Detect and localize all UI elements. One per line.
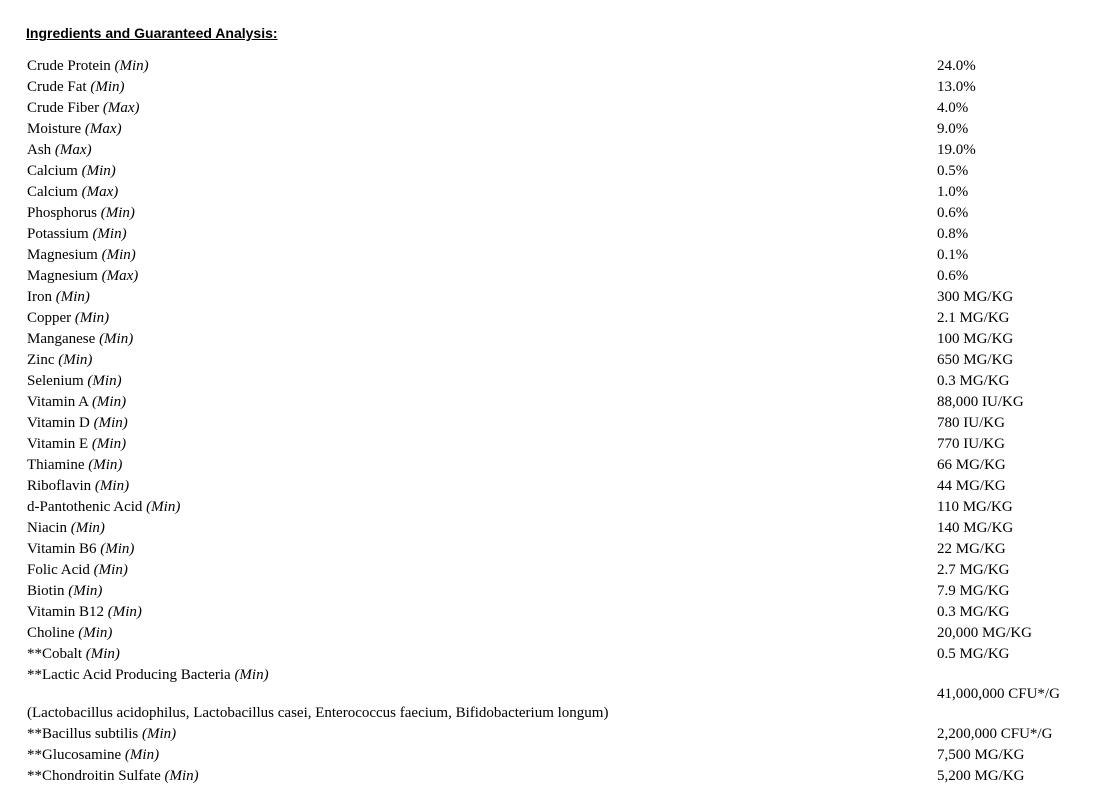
analysis-label [27, 476, 129, 497]
analysis-name: Vitamin E [27, 436, 89, 452]
analysis-label [27, 623, 112, 644]
analysis-row [0, 119, 1107, 140]
analysis-name: **Glucosamine [27, 747, 122, 763]
analysis-name: **Lactic Acid Producing Bacteria [27, 667, 231, 683]
analysis-value: 0.3 MG/KG [937, 604, 1010, 620]
analysis-value: 1.0% [937, 184, 969, 200]
analysis-name: **Cobalt [27, 646, 82, 662]
bacteria-strains-note: (Lactobacillus acidophilus, Lactobacillus casei, Enterococcus faecium, Bifidobacterium longum) [27, 705, 609, 721]
analysis-qualifier: (Min) [74, 310, 110, 326]
analysis-row [0, 245, 1107, 266]
analysis-label [27, 455, 122, 476]
analysis-name: Riboflavin [27, 478, 92, 494]
analysis-row [0, 560, 1107, 581]
analysis-label [27, 560, 128, 581]
analysis-label [27, 98, 139, 119]
analysis-row [0, 434, 1107, 455]
analysis-name: **Chondroitin Sulfate [27, 768, 161, 784]
analysis-name: Crude Fat [27, 79, 87, 95]
analysis-label [27, 161, 116, 182]
analysis-qualifier: (Min) [92, 226, 127, 242]
analysis-value: 22 MG/KG [937, 541, 1006, 557]
analysis-label [27, 413, 128, 434]
analysis-value: 7.9 MG/KG [937, 583, 1010, 599]
analysis-name: Crude Fiber [27, 100, 100, 116]
analysis-value: 300 MG/KG [937, 289, 1014, 305]
analysis-qualifier: (Max) [101, 268, 139, 284]
analysis-label [27, 182, 118, 203]
analysis-label [27, 497, 180, 518]
analysis-label [27, 371, 122, 392]
analysis-qualifier: (Min) [81, 163, 116, 179]
analysis-row [0, 745, 1107, 766]
analysis-name: Choline [27, 625, 75, 641]
analysis-row [0, 413, 1107, 434]
analysis-label [27, 266, 138, 287]
analysis-name: Calcium [27, 184, 78, 200]
analysis-qualifier: (Min) [107, 604, 142, 620]
analysis-name: Crude Protein [27, 58, 111, 74]
analysis-qualifier: (Min) [94, 478, 130, 494]
analysis-name: Vitamin B12 [27, 604, 105, 620]
analysis-row [0, 287, 1107, 308]
analysis-qualifier: (Min) [68, 583, 103, 599]
analysis-row [0, 350, 1107, 371]
analysis-value: 140 MG/KG [937, 520, 1014, 536]
analysis-row [0, 455, 1107, 476]
analysis-value: 7,500 MG/KG [937, 747, 1025, 763]
analysis-value-lactic-bacteria: 41,000,000 CFU*/G [937, 686, 1060, 702]
analysis-value: 0.3 MG/KG [937, 373, 1010, 389]
analysis-value: 20,000 MG/KG [937, 625, 1033, 641]
analysis-value: 780 IU/KG [937, 415, 1005, 431]
analysis-value: 100 MG/KG [937, 331, 1014, 347]
analysis-name: Potassium [27, 226, 89, 242]
analysis-label [27, 392, 126, 413]
analysis-row [0, 140, 1107, 161]
analysis-value: 0.5 MG/KG [937, 646, 1010, 662]
analysis-qualifier: (Max) [102, 100, 140, 116]
analysis-qualifier: (Max) [81, 184, 119, 200]
analysis-value: 9.0% [937, 121, 969, 137]
analysis-name: Iron [27, 289, 52, 305]
analysis-name: **Bacillus subtilis [27, 726, 139, 742]
analysis-label [27, 602, 142, 623]
analysis-label [27, 724, 176, 745]
analysis-value: 2.1 MG/KG [937, 310, 1010, 326]
analysis-row [0, 518, 1107, 539]
analysis-qualifier: (Min) [91, 436, 127, 452]
analysis-row [0, 371, 1107, 392]
analysis-qualifier: (Min) [234, 667, 269, 683]
analysis-row [0, 224, 1107, 245]
analysis-qualifier: (Min) [70, 520, 105, 536]
analysis-qualifier: (Min) [85, 646, 120, 662]
analysis-qualifier: (Min) [90, 79, 125, 95]
analysis-name: Biotin [27, 583, 65, 599]
analysis-row [0, 56, 1107, 77]
analysis-name: d-Pantothenic Acid [27, 499, 143, 515]
analysis-value: 0.6% [937, 268, 969, 284]
analysis-row [0, 98, 1107, 119]
analysis-qualifier: (Min) [88, 457, 123, 473]
analysis-label [27, 350, 92, 371]
analysis-row [0, 623, 1107, 644]
analysis-qualifier: (Min) [146, 499, 181, 515]
analysis-name: Ash [27, 142, 52, 158]
analysis-qualifier: (Min) [99, 331, 134, 347]
analysis-name: Moisture [27, 121, 82, 137]
analysis-name: Selenium [27, 373, 84, 389]
analysis-name: Vitamin B6 [27, 541, 97, 557]
analysis-qualifier: (Min) [164, 768, 199, 784]
analysis-qualifier: (Min) [114, 58, 149, 74]
analysis-row [0, 539, 1107, 560]
analysis-label [27, 224, 127, 245]
analysis-qualifier: (Min) [93, 562, 128, 578]
analysis-row [0, 161, 1107, 182]
analysis-name: Thiamine [27, 457, 85, 473]
analysis-qualifier: (Max) [84, 121, 122, 137]
analysis-label [27, 766, 199, 787]
analysis-value: 2.7 MG/KG [937, 562, 1010, 578]
analysis-row [0, 329, 1107, 350]
analysis-name: Vitamin D [27, 415, 90, 431]
analysis-value: 0.8% [937, 226, 969, 242]
analysis-label [27, 581, 102, 602]
analysis-row [0, 203, 1107, 224]
analysis-qualifier: (Min) [87, 373, 122, 389]
analysis-row [0, 766, 1107, 787]
analysis-label [27, 434, 126, 455]
analysis-name: Vitamin A [27, 394, 89, 410]
analysis-qualifier: (Min) [58, 352, 93, 368]
analysis-name: Niacin [27, 520, 67, 536]
analysis-row [0, 497, 1107, 518]
analysis-label [27, 518, 105, 539]
analysis-row [0, 182, 1107, 203]
analysis-row-lactic-bacteria [0, 665, 1107, 686]
analysis-name: Calcium [27, 163, 78, 179]
analysis-label [27, 665, 269, 686]
analysis-label [27, 56, 149, 77]
analysis-name: Zinc [27, 352, 55, 368]
analysis-name: Manganese [27, 331, 96, 347]
analysis-name: Copper [27, 310, 72, 326]
analysis-row [0, 724, 1107, 745]
analysis-value: 44 MG/KG [937, 478, 1006, 494]
analysis-label [27, 287, 90, 308]
analysis-label [27, 119, 122, 140]
analysis-qualifier: (Min) [93, 415, 128, 431]
analysis-value: 0.6% [937, 205, 969, 221]
analysis-row [0, 77, 1107, 98]
analysis-qualifier: (Min) [100, 205, 135, 221]
analysis-label [27, 77, 124, 98]
analysis-label [27, 644, 120, 665]
analysis-row [0, 602, 1107, 623]
analysis-label [27, 140, 92, 161]
analysis-value: 13.0% [937, 79, 976, 95]
analysis-value: 650 MG/KG [937, 352, 1014, 368]
analysis-label [27, 539, 134, 560]
analysis-qualifier: (Min) [101, 247, 136, 263]
analysis-row [0, 581, 1107, 602]
analysis-name: Magnesium [27, 247, 98, 263]
analysis-qualifier: (Min) [55, 289, 90, 305]
analysis-name: Folic Acid [27, 562, 90, 578]
analysis-qualifier: (Min) [100, 541, 135, 557]
analysis-value: 0.1% [937, 247, 969, 263]
analysis-name: Magnesium [27, 268, 98, 284]
analysis-label [27, 329, 133, 350]
analysis-value: 0.5% [937, 163, 969, 179]
analysis-value: 2,200,000 CFU*/G [937, 726, 1053, 742]
analysis-qualifier: (Min) [124, 747, 160, 763]
analysis-label [27, 245, 136, 266]
analysis-qualifier: (Min) [142, 726, 177, 742]
analysis-name: Phosphorus [27, 205, 98, 221]
analysis-label [27, 308, 109, 329]
analysis-value: 5,200 MG/KG [937, 768, 1025, 784]
analysis-row [0, 476, 1107, 497]
analysis-row [0, 266, 1107, 287]
analysis-value: 66 MG/KG [937, 457, 1006, 473]
analysis-value: 770 IU/KG [937, 436, 1005, 452]
analysis-value: 110 MG/KG [937, 499, 1013, 515]
analysis-qualifier: (Min) [78, 625, 113, 641]
page-title: Ingredients and Guaranteed Analysis: [26, 25, 278, 41]
analysis-qualifier: (Max) [54, 142, 92, 158]
analysis-value: 4.0% [937, 100, 969, 116]
analysis-value: 88,000 IU/KG [937, 394, 1024, 410]
analysis-value: 19.0% [937, 142, 976, 158]
analysis-row [0, 644, 1107, 665]
analysis-label [27, 203, 135, 224]
analysis-label [27, 745, 159, 766]
analysis-row [0, 392, 1107, 413]
analysis-qualifier: (Min) [91, 394, 127, 410]
analysis-value: 24.0% [937, 58, 976, 74]
analysis-row [0, 308, 1107, 329]
